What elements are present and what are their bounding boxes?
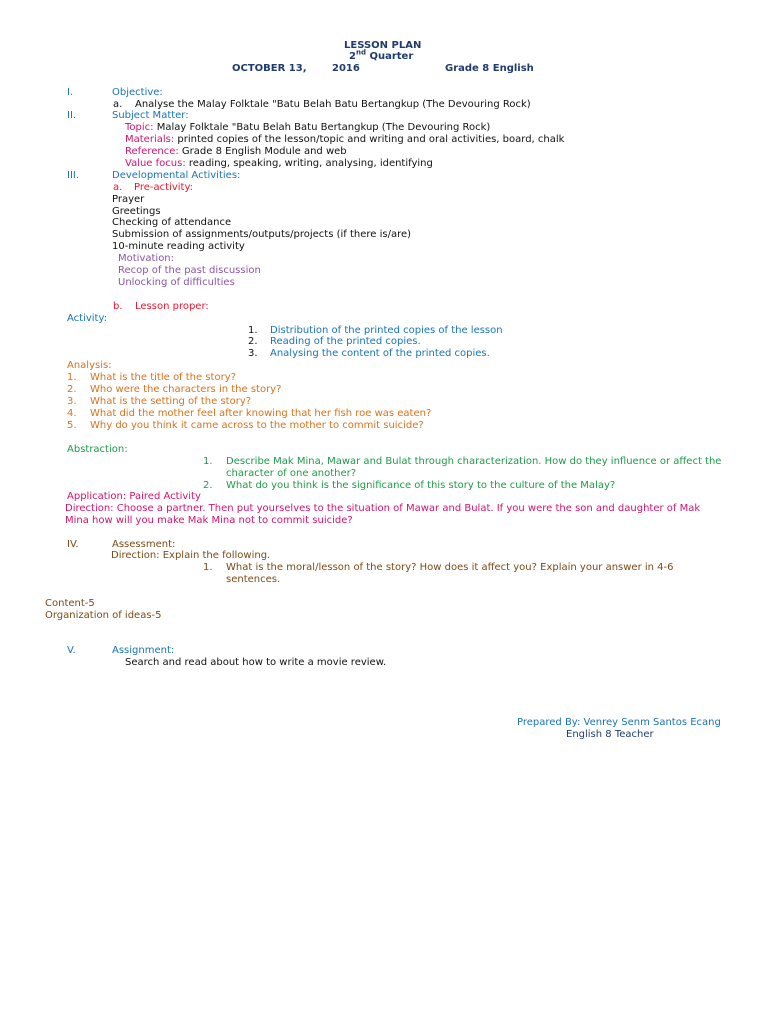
activity-item-number: 3. [248,348,258,359]
prepared-by: Prepared By: Venrey Senm Santos Ecang [517,717,721,728]
pre-activity-item: 10-minute reading activity [112,241,245,252]
activity-item-text: Distribution of the printed copies of the lesson [270,325,503,336]
assignment-heading: Assignment: [112,645,175,656]
assessment-item-number: 1. [203,562,213,573]
quarter-number: 2 [349,51,356,62]
activity-item-number: 2. [248,336,258,347]
teacher-role: English 8 Teacher [566,729,654,740]
analysis-item-number: 1. [67,372,77,383]
activity-item-text: Reading of the printed copies. [270,336,421,347]
abstraction-item-text-cont: character of one another? [226,468,357,479]
application-direction: Direction: Choose a partner. Then put yourselves to the situation of Mawar and Bulat. If you were the son and daughter of Mak [65,503,701,514]
pre-activity-item: Checking of attendance [112,217,232,228]
quarter-ordinal: nd [355,48,366,57]
grade-label: Grade 8 English [445,63,534,74]
reference-value: Grade 8 English Module and web [181,146,347,157]
section-number-2: II. [67,110,77,121]
section-number-5: V. [67,645,76,656]
motivation-heading: Motivation: [118,253,175,264]
rubric-item: Content-5 [45,598,95,609]
assessment-item-text-cont: sentences. [226,574,281,585]
pre-activity-letter: a. [113,182,123,193]
page-title: LESSON PLAN [344,40,422,51]
abstraction-item-text: Describe Mak Mina, Mawar and Bulat through characterization. How do they influence or affect the [226,456,722,467]
reference-line [125,146,347,158]
pre-activity-heading: Pre-activity: [134,182,194,193]
analysis-item-number: 4. [67,408,77,419]
topic-line [125,122,490,134]
objective-heading: Objective: [112,87,163,98]
value-focus-value: reading, speaking, writing, analysing, identifying [188,158,433,169]
pre-activity-item: Greetings [112,206,161,217]
analysis-item-number: 5. [67,420,77,431]
pre-activity-item: Prayer [112,194,145,205]
assessment-direction: Direction: Explain the following. [111,550,271,561]
assignment-text: Search and read about how to write a movie review. [125,657,387,668]
analysis-item-number: 2. [67,384,77,395]
assessment-item-text: What is the moral/lesson of the story? How does it affect you? Explain your answer in 4-6 [226,562,674,573]
lesson-proper-heading: Lesson proper: [135,301,209,312]
materials-label: Materials: [125,134,175,145]
topic-label: Topic: [125,122,154,133]
analysis-item-text: What did the mother feel after knowing that her fish roe was eaten? [90,408,432,419]
analysis-heading: Analysis: [67,360,112,371]
motivation-item: Unlocking of difficulties [118,277,235,288]
abstraction-item-number: 2. [203,480,213,491]
date-year: 2016 [332,63,360,74]
analysis-item-text: What is the title of the story? [90,372,236,383]
abstraction-item-text: What do you think is the significance of this story to the culture of the Malay? [226,480,616,491]
value-focus-line [125,158,433,170]
activity-item-text: Analysing the content of the printed copies. [270,348,490,359]
application-heading: Application: Paired Activity [67,491,201,502]
materials-line [125,134,564,146]
quarter-word: Quarter [369,51,414,62]
quarter-heading [349,48,414,63]
subject-matter-heading: Subject Matter: [112,110,189,121]
pre-activity-item: Submission of assignments/outputs/projects (if there is/are) [112,229,412,240]
assessment-heading: Assessment: [112,539,176,550]
value-focus-label: Value focus: [125,158,186,169]
objective-item-text: Analyse the Malay Folktale "Batu Belah Batu Bertangkup (The Devouring Rock) [135,99,531,110]
analysis-item-text: Why do you think it came across to the mother to commit suicide? [90,420,424,431]
date-month-day: OCTOBER 13, [232,63,307,74]
rubric-item: Organization of ideas-5 [45,610,162,621]
abstraction-item-number: 1. [203,456,213,467]
section-number-3: III. [67,170,80,181]
objective-item-letter: a. [113,99,123,110]
activity-heading: Activity: [67,313,108,324]
reference-label: Reference: [125,146,179,157]
abstraction-heading: Abstraction: [67,444,128,455]
section-number-4: IV. [67,539,79,550]
analysis-item-number: 3. [67,396,77,407]
motivation-item: Recop of the past discussion [118,265,261,276]
analysis-item-text: Who were the characters in the story? [90,384,282,395]
lesson-proper-letter: b. [113,301,123,312]
analysis-item-text: What is the setting of the story? [90,396,252,407]
topic-value: Malay Folktale "Batu Belah Batu Bertangkup (The Devouring Rock) [156,122,491,133]
developmental-heading: Developmental Activities: [112,170,241,181]
section-number-1: I. [67,87,74,98]
activity-item-number: 1. [248,325,258,336]
application-direction-cont: Mina how will you make Mak Mina not to commit suicide? [65,515,353,526]
materials-value: printed copies of the lesson/topic and writing and oral activities, board, chalk [177,134,565,145]
